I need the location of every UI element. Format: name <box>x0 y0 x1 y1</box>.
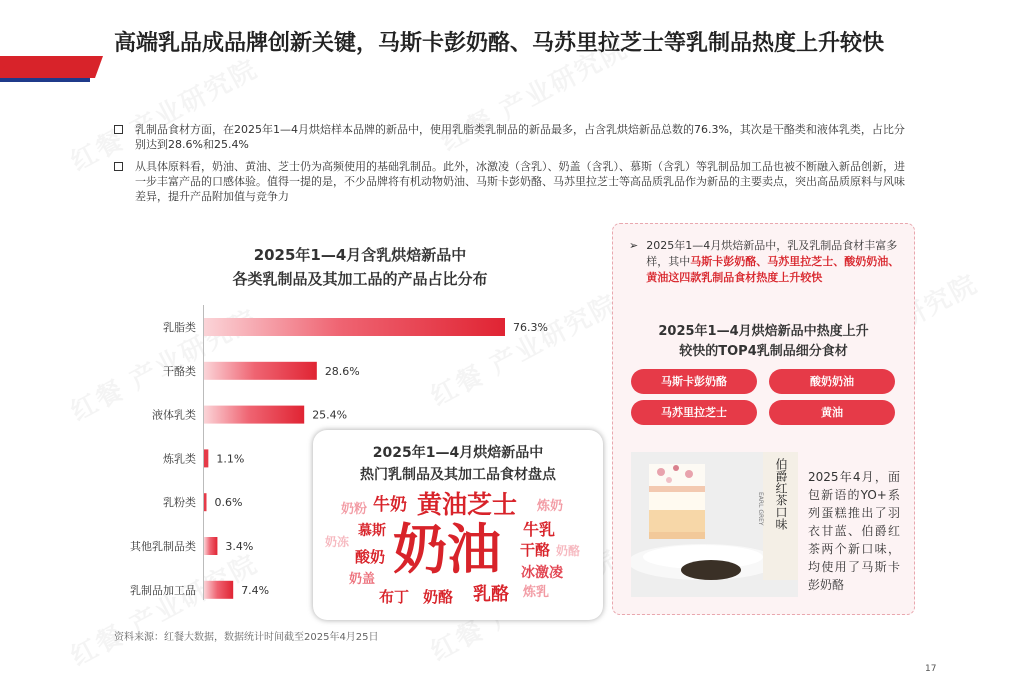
category-label: 乳粉类 <box>163 496 196 510</box>
bar <box>204 318 505 336</box>
ingredient-pill: 酸奶奶油 <box>769 369 895 394</box>
chart-title-line1: 2025年1—4月含乳烘焙新品中 <box>253 246 467 264</box>
insight-note-prefix: 2025年1—4月烘焙新品中，乳及乳制品食材丰富多样，其中 <box>646 239 898 268</box>
cloud-word: 冰激凌 <box>521 565 563 581</box>
cloud-word: 奶酪 <box>423 588 454 606</box>
cloud-word: 炼乳 <box>523 585 550 600</box>
bullet-square-icon <box>114 162 123 171</box>
insight-note-highlight: 马斯卡彭奶酪、马苏里拉芝士、酸奶奶油、黄油这四款乳制品食材热度上升较快 <box>646 255 900 284</box>
cloud-word: 牛奶 <box>373 495 407 515</box>
flavor-tag-en-text: EARL GREY <box>757 492 764 526</box>
cloud-word: 慕斯 <box>358 523 386 539</box>
insight-panel <box>612 223 915 615</box>
category-label: 干酪类 <box>163 364 196 378</box>
cloud-word: 乳酪 <box>473 584 509 605</box>
bar <box>204 449 208 467</box>
chart-title-line2: 各类乳制品及其加工品的产品占比分布 <box>232 270 488 288</box>
category-label: 其他乳制品类 <box>130 540 196 553</box>
cloud-word: 奶粉 <box>341 502 368 517</box>
flavor-tag-text: 伯爵红茶口味 <box>774 458 788 530</box>
chart-title <box>160 243 560 291</box>
ingredient-pill: 马斯卡彭奶酪 <box>631 369 757 394</box>
bar <box>204 581 233 599</box>
bullet-text: 乳制品食材方面，在2025年1—4月烘焙样本品牌的新品中，使用乳脂类乳制品的新品最多，占含乳烘焙新品总数的76.3%，其次是干酪类和液体乳类，占比分别达到28.6%和25.4% <box>135 123 905 151</box>
ingredient-pill: 黄油 <box>769 400 895 425</box>
value-label: 28.6% <box>324 364 360 378</box>
header-accent-underline <box>0 78 90 82</box>
category-label: 炼乳类 <box>163 452 196 466</box>
category-label: 乳脂类 <box>163 321 196 334</box>
header-accent-stripe-slant <box>0 56 103 78</box>
value-label: 3.4% <box>225 540 254 553</box>
cloud-word: 酸奶 <box>355 548 386 566</box>
insight-note-text <box>646 238 901 286</box>
bar <box>204 493 207 511</box>
flavor-tag <box>770 458 792 533</box>
word-cloud-card <box>313 430 603 620</box>
value-label: 1.1% <box>216 452 245 466</box>
data-source: 资料来源：红餐大数据，数据统计时间截至2025年4月25日 <box>114 632 379 643</box>
bar <box>204 406 304 424</box>
page-number: 17 <box>925 664 937 674</box>
cloud-word: 奶酪 <box>556 544 581 558</box>
top4-title-line1: 2025年1—4月烘焙新品中热度上升 <box>658 324 869 339</box>
cloud-word: 黄油芝士 <box>417 490 518 519</box>
top4-title-line2: 较快的TOP4乳制品细分食材 <box>679 344 848 359</box>
cloud-word: 干酪 <box>520 541 551 559</box>
arrow-bullet-icon: ➢ <box>629 239 639 252</box>
category-label: 乳制品加工品 <box>130 583 196 597</box>
cloud-word: 布丁 <box>379 588 410 606</box>
bullet-text: 从具体原料看，奶油、黄油、芝士仍为高频使用的基础乳制品。此外，冰激凌（含乳）、奶盖（含乳）、慕斯（含乳）等乳制品加工品也被不断融入新品创新，进一步丰富产品的口感体验。值得一提的是，不少品牌将有机动物奶油、马斯卡彭奶酪、马苏里拉芝士等高品质乳品作为新品的主要卖点，突出高品质原料与风味差异，提升产品附加值与竞争力 <box>135 160 905 203</box>
page-title: 高端乳品成品牌创新关键，马斯卡彭奶酪、马苏里拉芝士等乳制品热度上升较快 <box>114 31 885 56</box>
value-label: 25.4% <box>312 408 348 422</box>
cloud-word: 奶冻 <box>325 535 350 549</box>
bar <box>204 537 217 555</box>
cloud-word: 奶油 <box>393 518 501 581</box>
cake-photo <box>631 452 798 597</box>
bullet-square-icon <box>114 125 123 134</box>
value-label: 0.6% <box>214 496 243 510</box>
value-label: 7.4% <box>241 583 270 597</box>
top4-title <box>613 322 914 362</box>
word-cloud-title <box>313 442 603 486</box>
word-cloud-title-line2: 热门乳制品及其加工品食材盘点 <box>360 467 556 483</box>
photo-caption: 2025年4月，面包新语的YO+系列蛋糕推出了羽衣甘蓝、伯爵红茶两个新口味，均使用了马斯卡彭奶酪 <box>808 470 900 592</box>
ingredient-pill: 马苏里拉芝士 <box>631 400 757 425</box>
cloud-word: 炼奶 <box>537 499 564 514</box>
flavor-tag-en <box>757 492 767 528</box>
insight-note <box>629 238 901 286</box>
cloud-word: 奶盖 <box>349 572 376 587</box>
word-cloud-title-line1: 2025年1—4月烘焙新品中 <box>372 445 544 461</box>
bullet-item <box>114 122 914 152</box>
bullet-item <box>114 159 914 204</box>
category-label: 液体乳类 <box>152 408 196 422</box>
bar <box>204 362 317 380</box>
cloud-word: 牛乳 <box>523 520 556 539</box>
value-label: 76.3% <box>513 321 548 334</box>
